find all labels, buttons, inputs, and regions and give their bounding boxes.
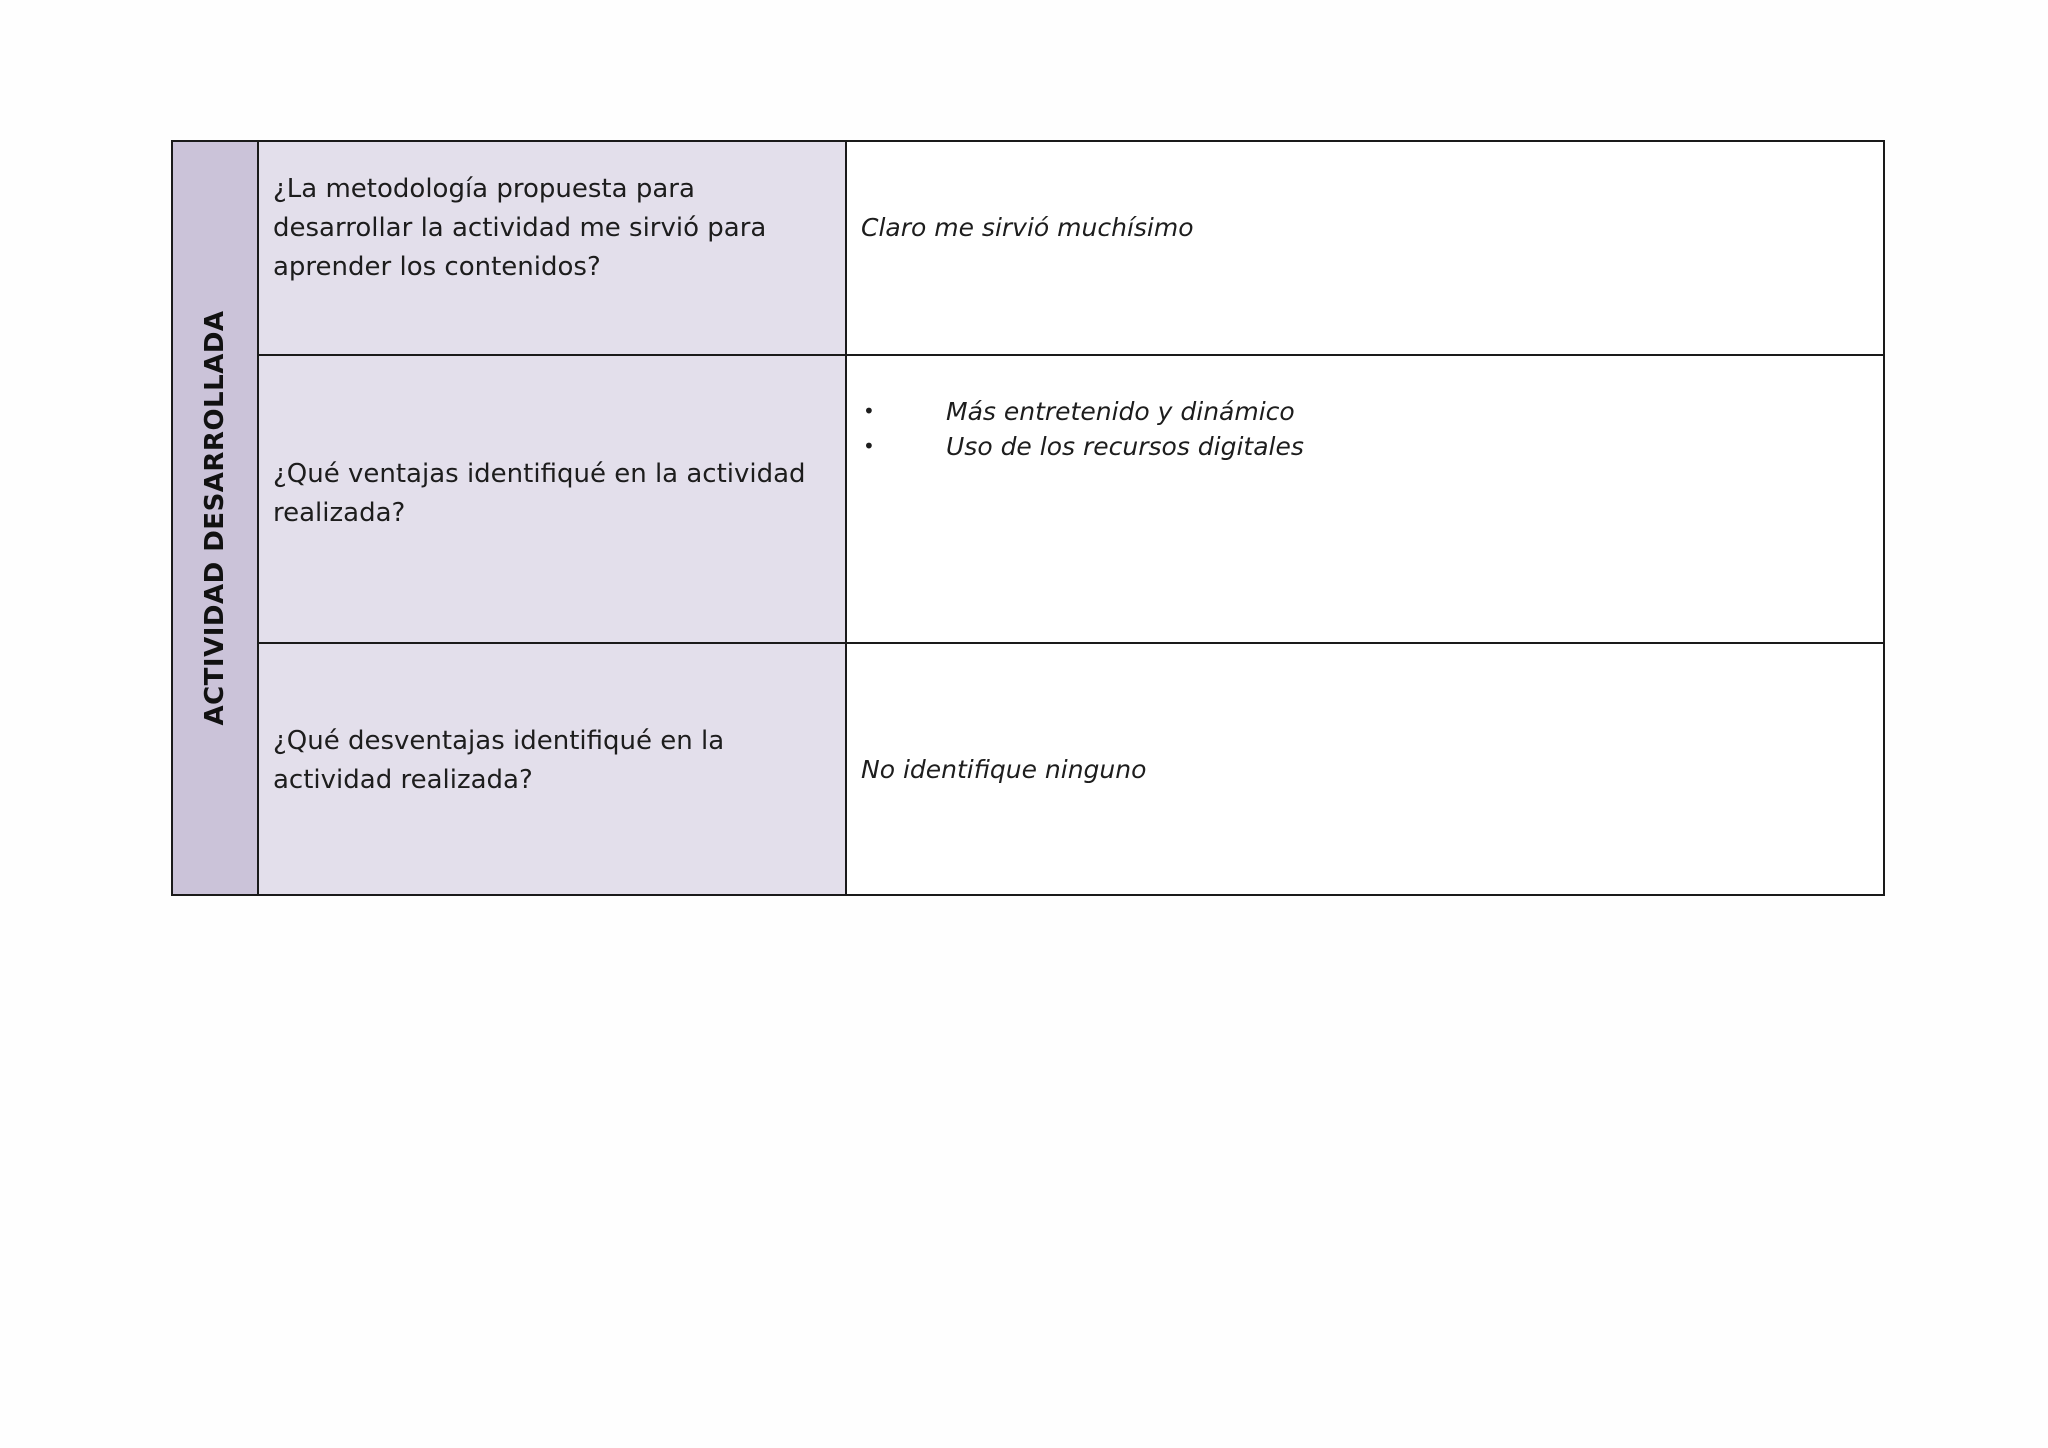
question-text: ¿La metodología propuesta para desarrollar la actividad me sirvió para aprender los contenidos? <box>273 173 767 282</box>
answer-text: No identifique ninguno <box>861 754 1147 784</box>
answer-item-text: Uso de los recursos digitales <box>946 432 1304 461</box>
table-row <box>172 643 1884 895</box>
list-item <box>861 429 1869 464</box>
answer-cell <box>846 355 1884 643</box>
list-item <box>861 394 1869 429</box>
answer-bullet-list <box>861 394 1869 464</box>
bullet-icon: • <box>863 399 875 423</box>
question-cell <box>258 141 846 355</box>
answer-cell <box>846 643 1884 895</box>
answer-cell <box>846 141 1884 355</box>
answer-item-text: Más entretenido y dinámico <box>946 397 1295 426</box>
evaluation-table <box>171 140 1885 896</box>
section-header-cell <box>172 141 258 895</box>
table-row <box>172 141 1884 355</box>
bullet-icon: • <box>863 434 875 458</box>
question-text: ¿Qué ventajas identifiqué en la actividad realizada? <box>273 459 806 528</box>
answer-text: Claro me sirvió muchísimo <box>861 213 1194 242</box>
question-cell <box>258 643 846 895</box>
table-row <box>172 355 1884 643</box>
section-label: ACTIVIDAD DESARROLLADA <box>200 310 230 726</box>
question-text: ¿Qué desventajas identifiqué en la actividad realizada? <box>273 726 725 795</box>
question-cell <box>258 355 846 643</box>
